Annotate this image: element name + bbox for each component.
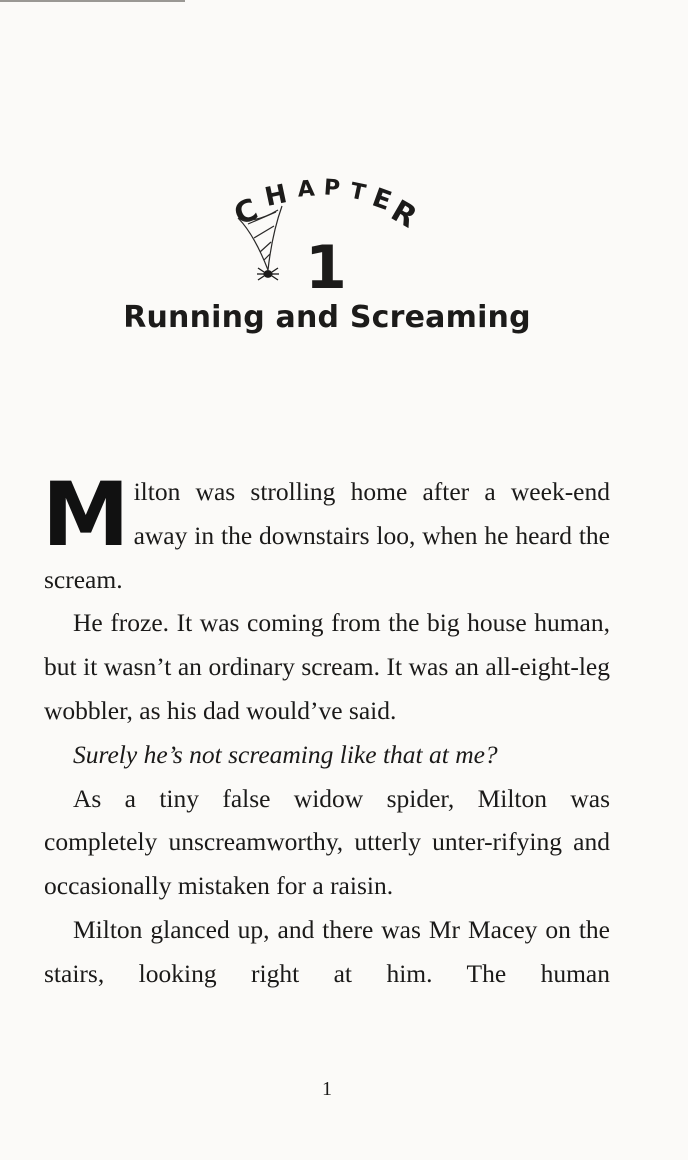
paragraph-1-text: ilton was strolling home after a week-end away in the downstairs loo, when he heard the scream. — [44, 477, 610, 594]
paragraph-5: Milton glanced up, and there was Mr Macey on the stairs, looking right at him. The human — [44, 914, 610, 988]
paragraph-4: As a tiny false widow spider, Milton was completely unscreamworthy, utterly unter-rifying and occasionally mistaken for a raisin. — [44, 783, 610, 901]
chapter-number: 1 — [305, 233, 347, 300]
top-rule — [0, 0, 185, 2]
chapter-letter-t: T — [347, 178, 368, 207]
paragraph-2: He froze. It was coming from the big house human, but it wasn’t an ordinary scream. It was an all-eight-leg wobbler, as his dad would’ve said. — [44, 608, 610, 725]
body-text — [42, 463, 610, 996]
chapter-title: Running and Screaming — [123, 300, 531, 335]
chapter-letter-h: H — [262, 179, 290, 213]
paragraph-3: Surely he’s not screaming like that at me? — [73, 739, 498, 769]
chapter-letter-r: R — [384, 193, 423, 236]
chapter-letter-p: P — [322, 175, 341, 202]
page-number: 1 — [322, 1078, 332, 1100]
drop-cap: M — [42, 463, 130, 566]
chapter-letter-c: C — [229, 192, 263, 233]
paragraph-1 — [42, 463, 610, 601]
chapter-letter-e: E — [368, 182, 396, 218]
chapter-letter-a: A — [296, 176, 316, 203]
chapter-emblem — [220, 160, 430, 300]
